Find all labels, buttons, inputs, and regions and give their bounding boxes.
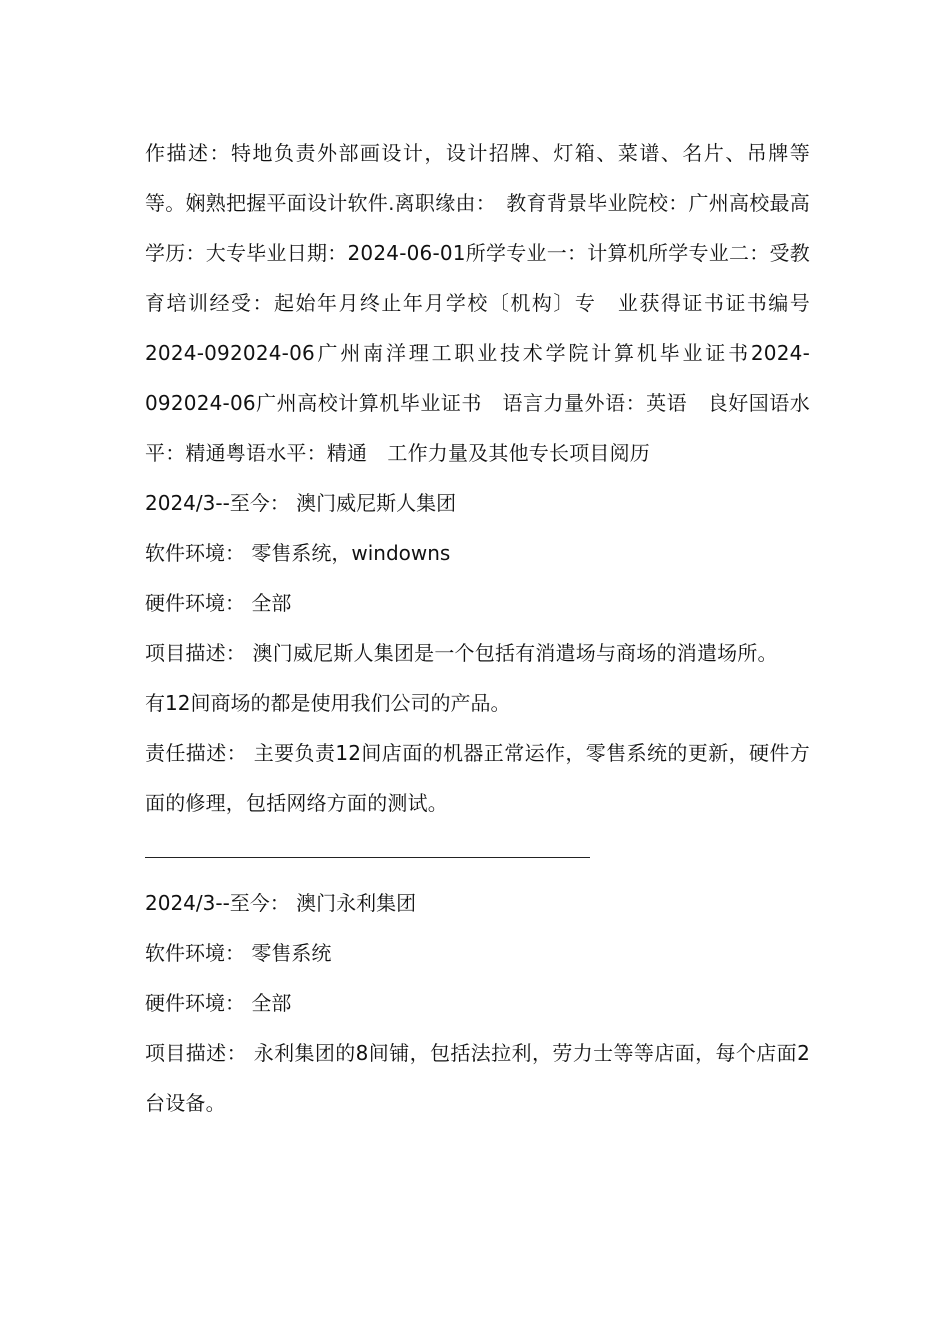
document-body	[145, 128, 810, 1128]
project1-date-line: 2024/3--至今： 澳门威尼斯人集团	[145, 491, 457, 515]
project1-responsibility: 责任描述： 主要负责12间店面的机器正常运作，零售系统的更新，硬件方面的修理，包括网络方面的测试。	[145, 741, 810, 815]
project1-description: 项目描述： 澳门威尼斯人集团是一个包括有消遣场与商场的消遣场所。	[145, 641, 778, 665]
project2-software-env: 软件环境： 零售系统	[145, 941, 332, 965]
intro-paragraph: 作描述：特地负责外部画设计，设计招牌、灯箱、菜谱、名片、吊牌等等。娴熟把握平面设计软件.离职缘由： 教育背景毕业院校：广州高校最高学历：大专毕业日期：2024-06-01所学专业一：计算机所学专业二：受教育培训经受：起始年月终止年月学校〔机构〕专 业获得证书证书编号2024-092024-06广州南洋理工职业技术学院计算机毕业证书2024-092024-06广州高校计算机毕业证书 语言力量外语：英语 良好国语水平：精通粤语水平：精通 工作力量及其他专长项目阅历	[145, 141, 810, 465]
project2-date-line: 2024/3--至今： 澳门永利集团	[145, 891, 417, 915]
project1-hardware-env: 硬件环境： 全部	[145, 591, 292, 615]
project1-description-continued: 有12间商场的都是使用我们公司的产品。	[145, 691, 511, 715]
project2-description: 项目描述： 永利集团的8间铺，包括法拉利，劳力士等等店面，每个店面2台设备。	[145, 1041, 810, 1115]
project1-software-env: 软件环境： 零售系统，windowns	[145, 541, 451, 565]
project2-hardware-env: 硬件环境： 全部	[145, 991, 292, 1015]
section-divider	[145, 857, 590, 858]
